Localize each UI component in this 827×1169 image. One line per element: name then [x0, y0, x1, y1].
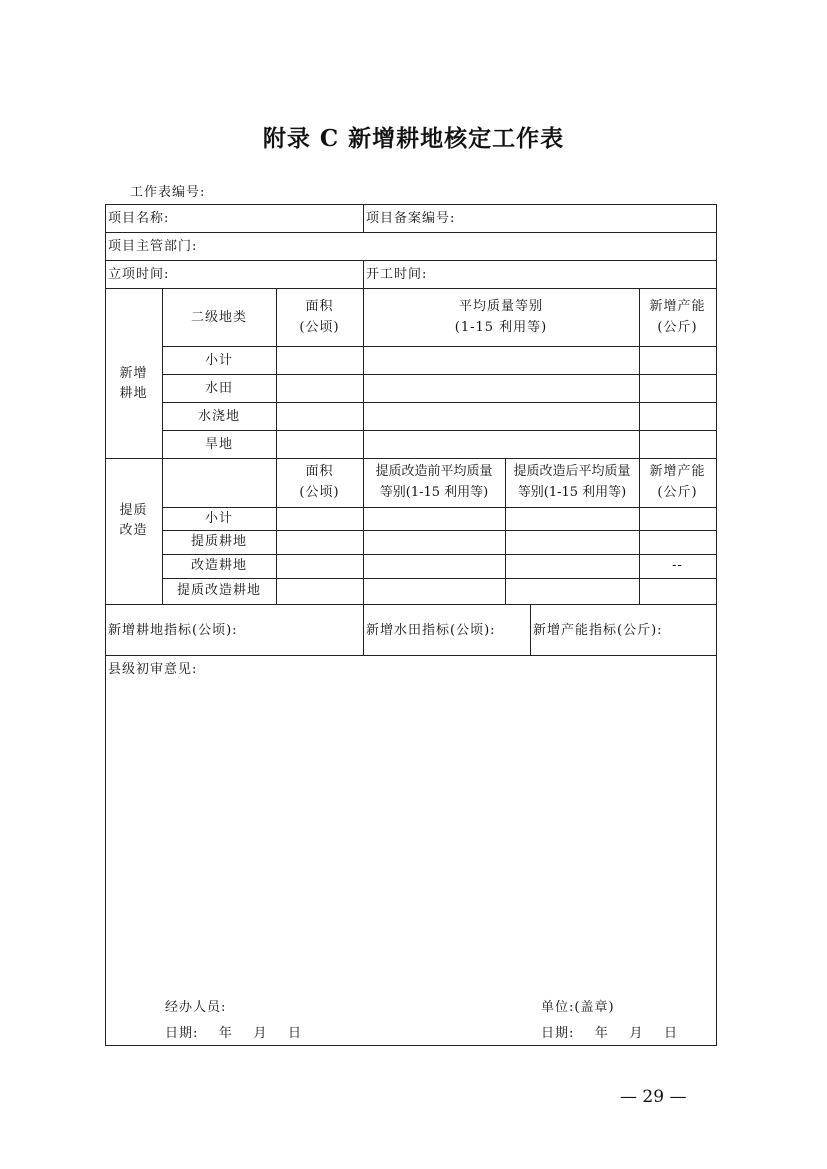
paddy-indicator-label: 新增水田指标(公顷):	[366, 623, 496, 638]
new-land-section-label: 新增	[119, 366, 148, 381]
rule	[105, 604, 717, 605]
col-quality-header: 平均质量等别	[458, 299, 543, 314]
new-land-section-label: 耕地	[119, 386, 148, 401]
rule	[162, 507, 717, 508]
approval-time-label: 立项时间:	[108, 267, 170, 282]
row-label: 提质改造耕地	[176, 583, 261, 598]
rule	[105, 288, 717, 289]
row-label: 改造耕地	[190, 558, 247, 573]
col-capacity-header: 新增产能	[649, 464, 706, 479]
unit-label: 单位:(盖章)	[541, 1000, 615, 1015]
col-quality-header: (1-15 利用等)	[454, 320, 548, 335]
col-after-header: 等别(1-15 利用等)	[517, 485, 627, 500]
table-border-left	[105, 204, 106, 1046]
rule	[105, 458, 717, 459]
start-time-label: 开工时间:	[366, 267, 428, 282]
rule	[162, 554, 717, 555]
rule	[530, 604, 531, 655]
col-area-header: (公顷)	[299, 320, 340, 335]
col-area-header: (公顷)	[299, 485, 340, 500]
new-land-indicator-label: 新增耕地指标(公顷):	[108, 623, 238, 638]
row-label: 小计	[204, 353, 233, 368]
rule	[105, 655, 717, 656]
project-filing-number-label: 项目备案编号:	[366, 211, 456, 226]
date-left: 日期: 年 月 日	[165, 1026, 302, 1041]
improve-section-label: 提质	[119, 503, 148, 518]
project-name-label: 项目名称:	[108, 211, 170, 226]
rule	[162, 578, 717, 579]
table-border-right	[716, 204, 717, 1046]
rule	[162, 430, 717, 431]
col-capacity-header: (公斤)	[657, 320, 698, 335]
county-opinion-label: 县级初审意见:	[108, 662, 198, 677]
rule	[162, 402, 717, 403]
row-label: 旱地	[204, 437, 233, 452]
col-type-header: 二级地类	[190, 310, 247, 325]
rule	[162, 346, 717, 347]
date-right: 日期: 年 月 日	[541, 1026, 678, 1041]
row-label: 小计	[204, 511, 233, 526]
dash-mark: --	[672, 558, 683, 573]
rule	[162, 530, 717, 531]
page-title: 附录 C 新增耕地核定工作表	[262, 125, 565, 152]
rule	[363, 260, 364, 288]
col-before-header: 等别(1-15 利用等)	[379, 485, 489, 500]
improve-section-label: 改造	[119, 523, 148, 538]
authority-label: 项目主管部门:	[108, 239, 198, 254]
col-before-header: 提质改造前平均质量	[375, 464, 493, 479]
capacity-indicator-label: 新增产能指标(公斤):	[533, 623, 663, 638]
rule	[162, 374, 717, 375]
page-number: — 29 —	[620, 1087, 687, 1107]
row-label: 水田	[204, 381, 233, 396]
table-border-bottom	[105, 1045, 717, 1046]
col-capacity-header: (公斤)	[657, 485, 698, 500]
sheet-number-label: 工作表编号:	[130, 185, 206, 200]
col-area-header: 面积	[305, 464, 334, 479]
col-area-header: 面积	[305, 299, 334, 314]
col-after-header: 提质改造后平均质量	[513, 464, 631, 479]
col-capacity-header: 新增产能	[649, 299, 706, 314]
handler-label: 经办人员:	[165, 1000, 227, 1015]
rule	[105, 260, 717, 261]
rule	[363, 204, 364, 232]
rule	[105, 232, 717, 233]
row-label: 水浇地	[197, 409, 240, 424]
row-label: 提质耕地	[190, 534, 247, 549]
table-border-top	[105, 204, 717, 205]
